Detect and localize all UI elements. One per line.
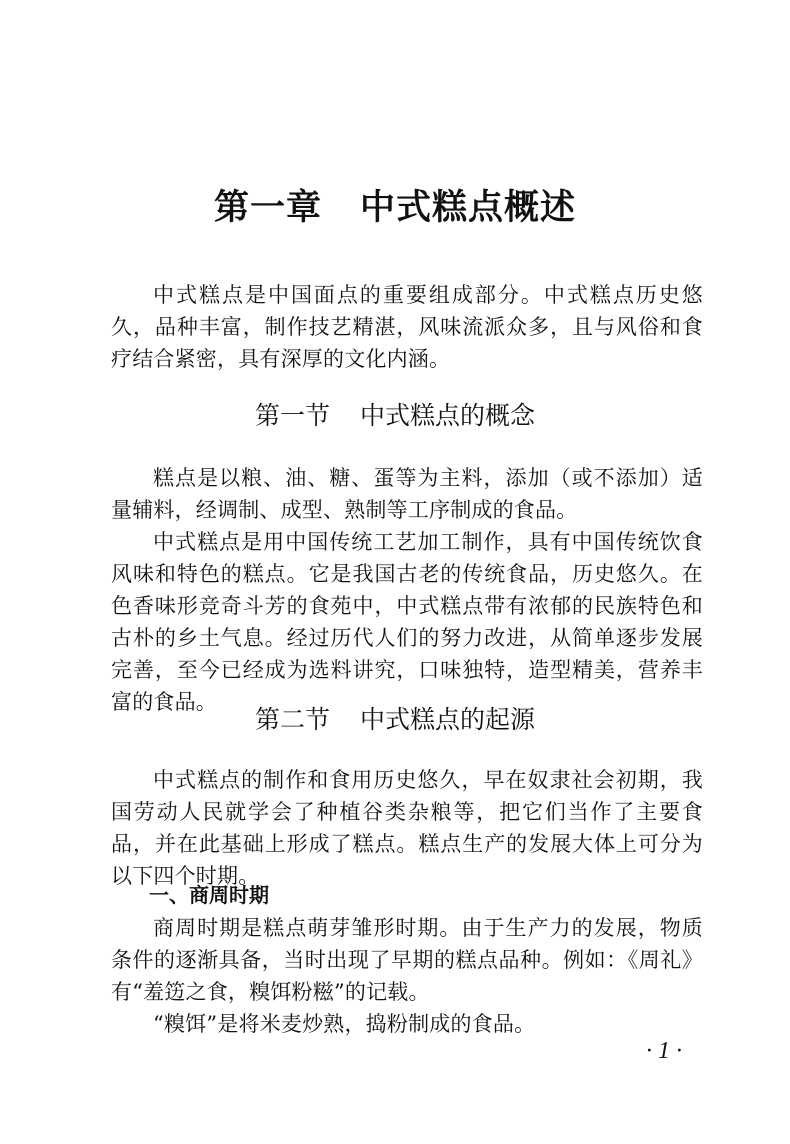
paragraph: 中式糕点的制作和食用历史悠久，早在奴隶社会初期，我国劳动人民就学会了种植谷类杂粮等，把它们当作了主要食品，并在此基础上形成了糕点。糕点生产的发展大体上可分为以下四个时期。 [111, 768, 703, 888]
intro-paragraph: 中式糕点是中国面点的重要组成部分。中式糕点历史悠久，品种丰富，制作技艺精湛，风味流派众多，且与风俗和食疗结合紧密，具有深厚的文化内涵。 [111, 283, 703, 371]
intro-block [111, 279, 703, 375]
section-label: 第二节 [254, 705, 330, 734]
paragraph: 商周时期是糕点萌芽雏形时期。由于生产力的发展，物质条件的逐渐具备，当时出现了早期的糕点品种。例如：《周礼》有“羞笾之食，糗饵粉糍”的记载。 [111, 916, 703, 1004]
subsection-body [111, 912, 703, 1040]
subsection-heading: 一、商周时期 [149, 883, 269, 907]
section-title [0, 702, 790, 738]
section-title-text: 中式糕点的起源 [360, 705, 536, 734]
section-title-text: 中式糕点的概念 [360, 401, 536, 430]
paragraph: 中式糕点是用中国传统工艺加工制作，具有中国传统饮食风味和特色的糕点。它是我国古老的传统食品，历史悠久。在色香味形竞奇斗芳的食苑中，中式糕点带有浓郁的民族特色和古朴的乡土气息。经过历代人们的努力改进，从简单逐步发展完善，至今已经成为选料讲究，口味独特，造型精美，营养丰富的食品。 [111, 530, 703, 714]
paragraph: “糗饵”是将米麦炒熟，捣粉制成的食品。 [153, 1012, 536, 1036]
section-title [0, 398, 790, 434]
chapter-title-text: 中式糕点概述 [360, 188, 577, 228]
section-2-body [111, 764, 703, 892]
section-label: 第一节 [254, 401, 330, 430]
chapter-title [0, 183, 790, 233]
section-1-body [111, 462, 703, 718]
page-number: · 1 · [646, 1038, 682, 1064]
paragraph: 糕点是以粮、油、糖、蛋等为主料，添加（或不添加）适量辅料，经调制、成型、熟制等工序制成的食品。 [111, 466, 703, 522]
chapter-label: 第一章 [213, 188, 322, 228]
